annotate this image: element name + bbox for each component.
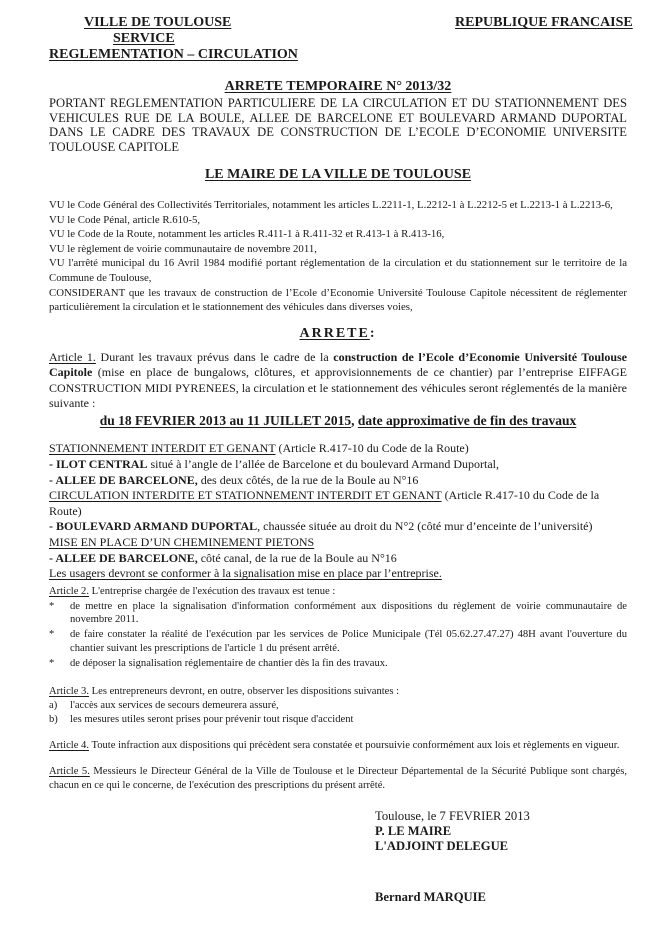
article-1 bbox=[49, 350, 627, 412]
measure-item-text: des deux côtés, de la rue de la Boule au N°16 bbox=[197, 472, 419, 487]
signature-block bbox=[375, 809, 627, 905]
article-3 bbox=[49, 685, 627, 727]
measure-heading-text: CIRCULATION INTERDITE ET STATIONNEMENT INTERDIT ET GENANT bbox=[49, 488, 442, 503]
header bbox=[49, 15, 633, 63]
bullet-text: de faire constater la réalité de l'exécution par les services de Police Municipale (Tél 05.62.27.47.27) 48H avant l'ouverture du chantier suivant les prescriptions de l'article 1 du présent arrêté. bbox=[70, 629, 627, 654]
traffic-measures bbox=[49, 441, 627, 581]
works-period-sep: , bbox=[351, 413, 358, 429]
visas-section bbox=[49, 198, 627, 315]
article-5-text: Messieurs le Directeur Général de la Ville de Toulouse et le Directeur Départemental de la Sécurité Publique sont chargés, chacun en ce qui le concerne, de l'exécution des prescriptions du présent arrêté. bbox=[49, 765, 627, 791]
list-text: l'accès aux services de secours demeurera assuré, bbox=[70, 699, 279, 711]
bullet-item bbox=[49, 628, 627, 656]
measure-item-street: - ALLEE DE BARCELONE, bbox=[49, 550, 198, 565]
bullet-text: de mettre en place la signalisation d'information conformément aux dispositions du règlement de voirie communautaire de novembre 2011. bbox=[70, 600, 627, 626]
article-5-label: Article 5. bbox=[49, 765, 90, 777]
considerant-item: CONSIDERANT que les travaux de construction de l’Ecole d’Economie Université Toulouse Capitole nécessitent de réglementer particulièrement la circulation et le stationnement des véhicules dans diverses voies, bbox=[49, 286, 627, 314]
arrete-heading-text: ARRETE bbox=[299, 325, 370, 341]
measure-item bbox=[49, 551, 627, 567]
article-1-project: construction de l’Ecole d’Economie Université Toulouse Capitole bbox=[49, 349, 627, 380]
measure-item-street: - ALLEE DE BARCELONE, bbox=[49, 472, 198, 487]
visa-item: VU le Code de la Route, notamment les articles R.411-1 à R.411-32 et R.413-1 à R.413-16, bbox=[49, 228, 445, 241]
measure-heading-text: STATIONNEMENT INTERDIT ET GENANT bbox=[49, 441, 276, 456]
article-1-text: Durant les travaux prévus dans le cadre de la bbox=[95, 349, 334, 364]
measure-item bbox=[49, 473, 627, 489]
measure-item-text: côté canal, de la rue de la Boule au N°16 bbox=[197, 550, 397, 565]
works-period-note: date approximative de fin des travaux bbox=[357, 413, 577, 429]
measure-heading bbox=[49, 535, 627, 551]
article-4-text: Toute infraction aux dispositions qui précèdent sera constatée et poursuivie conformément aux lois et règlements en vigueur. bbox=[89, 739, 620, 751]
list-text: les mesures utiles seront prises pour prévenir tout risque d'accident bbox=[70, 713, 354, 725]
place-date: Toulouse, le 7 FEVRIER 2013 bbox=[375, 809, 530, 824]
article-4-label: Article 4. bbox=[49, 739, 90, 751]
header-city: VILLE DE TOULOUSE bbox=[84, 15, 232, 30]
measure-heading-text: MISE EN PLACE D’UN CHEMINEMENT PIETONS bbox=[49, 534, 315, 549]
signatory-title: P. LE MAIRE bbox=[375, 824, 452, 839]
measure-heading bbox=[49, 441, 627, 457]
measure-heading bbox=[49, 488, 627, 519]
article-4 bbox=[49, 739, 627, 753]
decree-title: ARRETE TEMPORAIRE N° 2013/32 bbox=[224, 79, 452, 94]
decree-subject: PORTANT REGLEMENTATION PARTICULIERE DE LA CIRCULATION ET DU STATIONNEMENT DES VEHICULES RUE DE LA BOULE, ALLEE DE BARCELONE ET BOULEVARD ARMAND DUPORTAL DANS LE CADRE DES TRAVAUX DE CONSTRUCTION DE L’ECOLE D’ECONOMIE UNIVERSITE TOULOUSE CAPITOLE bbox=[49, 96, 627, 154]
visa-item: VU le Code Pénal, article R.610-5, bbox=[49, 213, 201, 226]
users-notice: Les usagers devront se conformer à la signalisation mise en place par l’entreprise. bbox=[49, 566, 442, 581]
measure-item-street: - BOULEVARD ARMAND DUPORTAL bbox=[49, 519, 258, 534]
bullet-item bbox=[49, 600, 627, 628]
bullet-item bbox=[49, 657, 627, 671]
signatory-name: Bernard MARQUIE bbox=[375, 890, 486, 905]
measure-item bbox=[49, 519, 627, 535]
list-key: a) bbox=[49, 699, 58, 711]
article-2-intro: L'entreprise chargée de l'exécution des travaux est tenue : bbox=[89, 585, 336, 597]
signatory-role: L'ADJOINT DELEGUE bbox=[375, 839, 509, 854]
article-1-label: Article 1. bbox=[49, 349, 96, 364]
measure-heading-ref: (Article R.417-10 du Code de la Route) bbox=[275, 441, 469, 456]
list-item bbox=[49, 699, 627, 713]
article-1-text-cont: (mise en place de bungalows, clôtures, et approvisionnements de ce chantier) par l’entreprise EIFFAGE CONSTRUCTION MIDI PYRENEES, la circulation et le stationnement des véhicules seront réglementés de la manière suivante : bbox=[49, 365, 627, 410]
header-department: REGLEMENTATION – CIRCULATION bbox=[49, 47, 298, 62]
measure-item-street: - ILOT CENTRAL bbox=[49, 456, 148, 471]
article-5 bbox=[49, 765, 627, 793]
visa-item: VU l'arrêté municipal du 16 Avril 1984 modifié portant réglementation de la circulation et du stationnement sur le territoire de la Commune de Toulouse, bbox=[49, 257, 627, 284]
list-key: b) bbox=[49, 713, 58, 725]
works-period bbox=[49, 413, 627, 429]
measure-heading-ref: (Article R.417-10 du Code de la Route) bbox=[49, 488, 600, 518]
article-3-label: Article 3. bbox=[49, 685, 90, 697]
measure-item-text: situé à l’angle de l’allée de Barcelone et du boulevard Armand Duportal, bbox=[147, 456, 500, 471]
article-2 bbox=[49, 585, 627, 671]
authority-heading: LE MAIRE DE LA VILLE DE TOULOUSE bbox=[204, 167, 472, 182]
list-item bbox=[49, 713, 627, 727]
asterisk-bullet-icon: * bbox=[49, 600, 55, 612]
arrete-heading-colon: : bbox=[369, 325, 377, 341]
visa-item: VU le Code Général des Collectivités Territoriales, notamment les articles L.2211-1, L.2212-1 à L.2212-5 et L.2213-1 à L.2213-6, bbox=[49, 199, 613, 211]
asterisk-bullet-icon: * bbox=[49, 657, 55, 669]
header-republic: REPUBLIQUE FRANCAISE bbox=[455, 15, 633, 30]
arrete-heading bbox=[49, 325, 627, 342]
header-service: SERVICE bbox=[113, 31, 175, 46]
visa-item: VU le règlement de voirie communautaire de novembre 2011, bbox=[49, 242, 317, 255]
article-3-intro: Les entrepreneurs devront, en outre, observer les dispositions suivantes : bbox=[89, 685, 400, 697]
measure-item bbox=[49, 457, 627, 473]
asterisk-bullet-icon: * bbox=[49, 629, 55, 641]
measure-item-text: , chaussée située au droit du N°2 (côté mur d’enceinte de l’université) bbox=[257, 519, 593, 534]
works-period-dates: du 18 FEVRIER 2013 au 11 JUILLET 2015 bbox=[99, 413, 352, 429]
bullet-text: de déposer la signalisation réglementaire de chantier dès la fin des travaux. bbox=[70, 657, 388, 669]
article-2-label: Article 2. bbox=[49, 585, 90, 597]
